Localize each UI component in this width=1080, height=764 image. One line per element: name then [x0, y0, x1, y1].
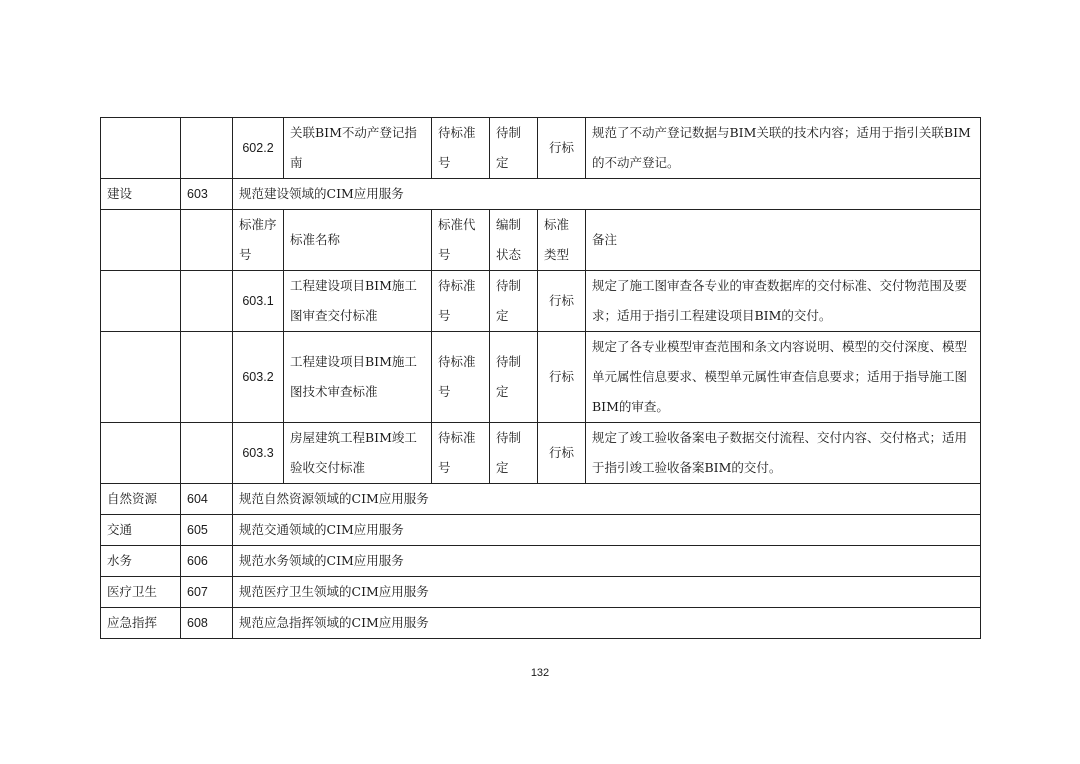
cell-name: 关联BIM不动产登记指南	[284, 118, 432, 179]
cell-seq: 603.3	[233, 423, 284, 484]
cell-desc: 规范交通领域的CIM应用服务	[233, 515, 981, 546]
cell-code	[181, 210, 233, 271]
table-row	[101, 271, 981, 332]
header-seq: 标准序号	[233, 210, 284, 271]
cell-code: 603	[181, 179, 233, 210]
section-row	[101, 484, 981, 515]
cell-name: 工程建设项目BIM施工图技术审查标准	[284, 332, 432, 423]
cell-note: 规定了施工图审查各专业的审查数据库的交付标准、交付物范围及要求；适用于指引工程建设项目BIM的交付。	[586, 271, 981, 332]
cell-domain: 水务	[101, 546, 181, 577]
cell-domain	[101, 423, 181, 484]
standards-table	[100, 117, 981, 639]
table-row	[101, 423, 981, 484]
cell-name: 工程建设项目BIM施工图审查交付标准	[284, 271, 432, 332]
table-row	[101, 332, 981, 423]
cell-domain: 自然资源	[101, 484, 181, 515]
header-type: 标准类型	[538, 210, 586, 271]
cell-code: 608	[181, 608, 233, 639]
cell-desc: 规范医疗卫生领域的CIM应用服务	[233, 577, 981, 608]
cell-std-code: 待标准号	[432, 332, 490, 423]
cell-type: 行标	[538, 332, 586, 423]
header-code: 标准代号	[432, 210, 490, 271]
cell-seq: 602.2	[233, 118, 284, 179]
table-row	[101, 118, 981, 179]
cell-name: 房屋建筑工程BIM竣工验收交付标准	[284, 423, 432, 484]
cell-std-code: 待标准号	[432, 423, 490, 484]
cell-code	[181, 271, 233, 332]
cell-domain: 交通	[101, 515, 181, 546]
cell-note: 规定了各专业模型审查范围和条文内容说明、模型的交付深度、模型单元属性信息要求、模型单元属性审查信息要求；适用于指导施工图BIM的审查。	[586, 332, 981, 423]
cell-std-code: 待标准号	[432, 271, 490, 332]
cell-status: 待制定	[490, 423, 538, 484]
cell-domain	[101, 271, 181, 332]
cell-desc: 规范建设领域的CIM应用服务	[233, 179, 981, 210]
header-row	[101, 210, 981, 271]
section-row	[101, 515, 981, 546]
cell-seq: 603.1	[233, 271, 284, 332]
cell-desc: 规范应急指挥领域的CIM应用服务	[233, 608, 981, 639]
cell-domain	[101, 332, 181, 423]
cell-domain: 建设	[101, 179, 181, 210]
cell-status: 待制定	[490, 271, 538, 332]
cell-code: 604	[181, 484, 233, 515]
cell-code: 606	[181, 546, 233, 577]
cell-code: 605	[181, 515, 233, 546]
page-number: 132	[530, 667, 550, 679]
cell-code	[181, 118, 233, 179]
cell-note: 规定了竣工验收备案电子数据交付流程、交付内容、交付格式；适用于指引竣工验收备案BIM的交付。	[586, 423, 981, 484]
cell-note: 规范了不动产登记数据与BIM关联的技术内容；适用于指引关联BIM的不动产登记。	[586, 118, 981, 179]
cell-status: 待制定	[490, 332, 538, 423]
cell-code	[181, 423, 233, 484]
section-row	[101, 179, 981, 210]
cell-domain	[101, 210, 181, 271]
cell-domain: 医疗卫生	[101, 577, 181, 608]
cell-std-code: 待标准号	[432, 118, 490, 179]
cell-domain: 应急指挥	[101, 608, 181, 639]
cell-domain	[101, 118, 181, 179]
cell-code	[181, 332, 233, 423]
section-row	[101, 546, 981, 577]
cell-type: 行标	[538, 118, 586, 179]
cell-desc: 规范自然资源领域的CIM应用服务	[233, 484, 981, 515]
cell-desc: 规范水务领域的CIM应用服务	[233, 546, 981, 577]
section-row	[101, 577, 981, 608]
cell-type: 行标	[538, 271, 586, 332]
header-status: 编制状态	[490, 210, 538, 271]
cell-code: 607	[181, 577, 233, 608]
header-note: 备注	[586, 210, 981, 271]
header-name: 标准名称	[284, 210, 432, 271]
section-row	[101, 608, 981, 639]
cell-type: 行标	[538, 423, 586, 484]
cell-status: 待制定	[490, 118, 538, 179]
cell-seq: 603.2	[233, 332, 284, 423]
